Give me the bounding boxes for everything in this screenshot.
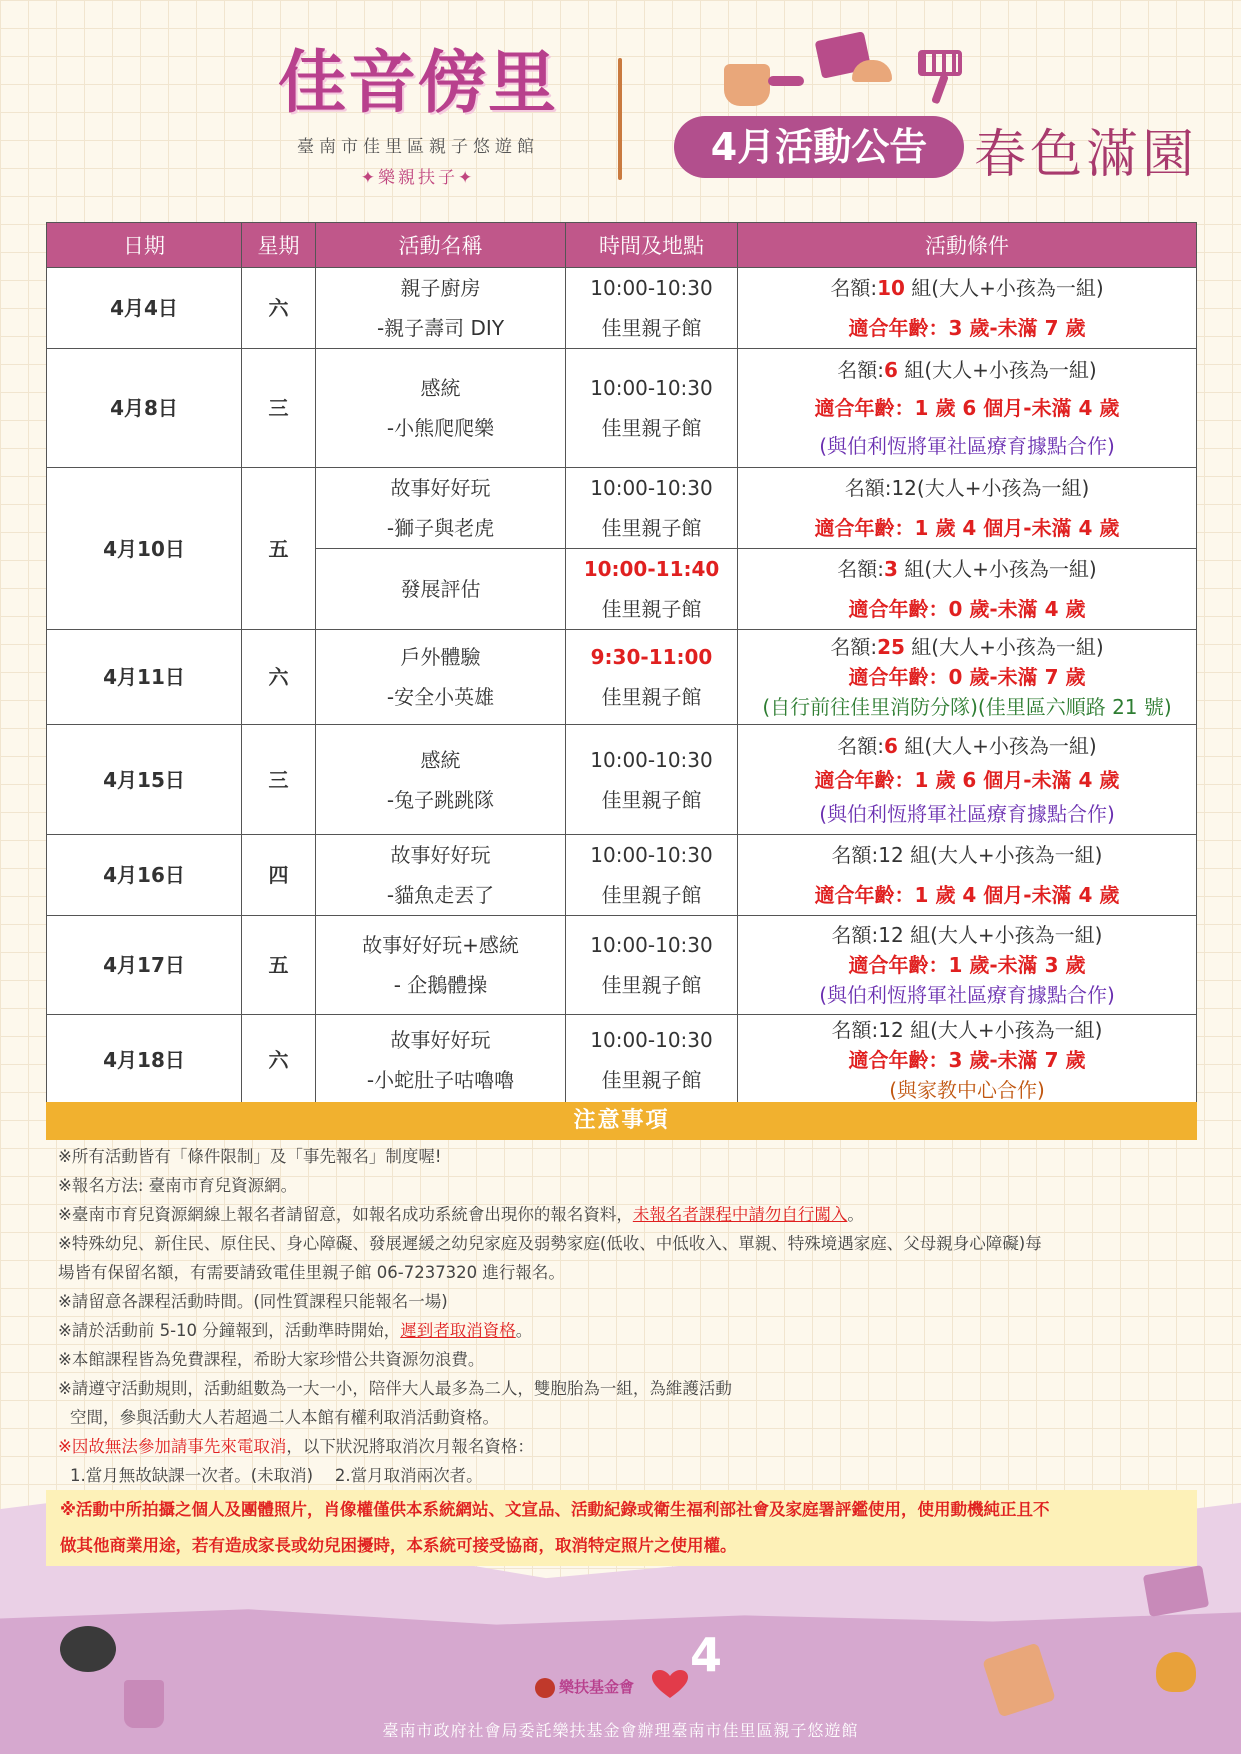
activity-cell: 戶外體驗 -安全小英雄 (316, 630, 566, 725)
date-cell: 4月11日 (47, 630, 242, 725)
weekday-cell: 六 (242, 268, 316, 349)
logo-tagline: ✦樂親扶子✦ (360, 168, 476, 188)
activity-cell: 發展評估 (316, 549, 566, 630)
note-item: ※請於活動前 5-10 分鐘報到，活動準時開始，遲到者取消資格。 (58, 1321, 533, 1340)
header-date: 日期 (47, 223, 242, 268)
activity-cell: 感統 -小熊爬爬樂 (316, 349, 566, 468)
date-cell: 4月18日 (47, 1015, 242, 1106)
time-place-cell: 10:00-10:30 佳里親子館 (566, 835, 738, 916)
date-cell: 4月16日 (47, 835, 242, 916)
table-row (47, 725, 1197, 835)
time-place-cell: 10:00-10:30 佳里親子館 (566, 268, 738, 349)
logo-title: 佳音傍里 (277, 44, 558, 123)
logo-subtitle: 臺南市佳里區親子悠遊館 (297, 137, 539, 157)
activity-cell: 親子廚房 -親子壽司 DIY (316, 268, 566, 349)
logo (268, 44, 568, 188)
conditions-cell: 名額:12 組(大人+小孩為一組) 適合年齡：1 歲 4 個月-未滿 4 歲 (738, 835, 1197, 916)
header-weekday: 星期 (242, 223, 316, 268)
photo-rights-notice: ※活動中所拍攝之個人及團體照片，肖像權僅供本系統網站、文宣品、活動紀錄或衛生福利部社會及家庭署評鑑使用，使用動機純正且不 做其他商業用途，若有造成家長或幼兒困擾時，本系統可接受協商，取消特定照片之使用權。 (46, 1490, 1197, 1566)
conditions-cell: 名額:25 組(大人+小孩為一組) 適合年齡：0 歲-未滿 7 歲 (自行前往佳里消防分隊)(佳里區六順路 21 號) (738, 630, 1197, 725)
header-divider (618, 58, 622, 180)
conditions-cell: 名額:6 組(大人+小孩為一組) 適合年齡：1 歲 6 個月-未滿 4 歲 (與伯利恆將軍社區療育據點合作) (738, 725, 1197, 835)
date-cell: 4月8日 (47, 349, 242, 468)
sponsor-logo: 樂扶基金會 (535, 1676, 634, 1698)
note-item: ※本館課程皆為免費課程，希盼大家珍惜公共資源勿浪費。 (58, 1350, 485, 1369)
table-header-row (47, 223, 1197, 268)
note-item: ※請遵守活動規則，活動組數為一大一小，陪伴大人最多為二人，雙胞胎為一組，為維護活動 空間，參與活動大人若超過二人本館有權利取消活動資格。 (58, 1379, 732, 1427)
activity-cell: 故事好好玩+感統 - 企鵝體操 (316, 916, 566, 1015)
time-place-cell: 10:00-10:30 佳里親子館 (566, 916, 738, 1015)
time-place-cell: 10:00-11:40 佳里親子館 (566, 549, 738, 630)
table-row (47, 468, 1197, 549)
activity-cell: 故事好好玩 -小蛇肚子咕嚕嚕 (316, 1015, 566, 1106)
note-item: 1.當月無故缺課一次者。(未取消) 2.當月取消兩次者。 (70, 1466, 483, 1485)
sponsor-logo-icon (535, 1678, 555, 1698)
date-cell: 4月17日 (47, 916, 242, 1015)
theme-title: 春色滿園 (974, 125, 1199, 185)
time-place-cell: 10:00-10:30 佳里親子館 (566, 349, 738, 468)
conditions-cell: 名額:12 組(大人+小孩為一組) 適合年齡：1 歲-未滿 3 歲 (與伯利恆將軍社區療育據點合作) (738, 916, 1197, 1015)
weekday-cell: 五 (242, 916, 316, 1015)
weekday-cell: 四 (242, 835, 316, 916)
rake-icon (918, 50, 962, 100)
weekday-cell: 五 (242, 468, 316, 630)
header-time-place: 時間及地點 (566, 223, 738, 268)
conditions-cell: 名額:12 組(大人+小孩為一組) 適合年齡：3 歲-未滿 7 歲 (與家教中心合作) (738, 1015, 1197, 1106)
time-place-cell: 10:00-10:30 佳里親子館 (566, 468, 738, 549)
activity-cell: 故事好好玩 -獅子與老虎 (316, 468, 566, 549)
date-cell: 4月4日 (47, 268, 242, 349)
table-row (47, 835, 1197, 916)
weekday-cell: 六 (242, 1015, 316, 1106)
page-number: 4 (690, 1628, 723, 1682)
note-item: ※因故無法參加請事先來電取消，以下狀況將取消次月報名資格： (58, 1437, 534, 1456)
sand-pile-icon (852, 60, 892, 82)
mascot-icon (1156, 1652, 1196, 1692)
pot-handle-icon (768, 76, 804, 86)
time-place-cell: 10:00-10:30 佳里親子館 (566, 1015, 738, 1106)
table-row (47, 630, 1197, 725)
note-item: ※請留意各課程活動時間。(同性質課程只能報名一場) (58, 1292, 448, 1311)
note-item: ※所有活動皆有「條件限制」及「事先報名」制度喔! (58, 1147, 442, 1166)
mascot-icon (60, 1626, 116, 1672)
notes-title: 注意事項 (46, 1102, 1197, 1140)
date-cell: 4月10日 (47, 468, 242, 630)
conditions-cell: 名額:3 組(大人+小孩為一組) 適合年齡：0 歲-未滿 4 歲 (738, 549, 1197, 630)
weekday-cell: 三 (242, 349, 316, 468)
table-row (47, 349, 1197, 468)
weekday-cell: 三 (242, 725, 316, 835)
header-conditions: 活動條件 (738, 223, 1197, 268)
table-row (47, 268, 1197, 349)
conditions-cell: 名額:12(大人+小孩為一組) 適合年齡：1 歲 4 個月-未滿 4 歲 (738, 468, 1197, 549)
pot-icon (724, 64, 770, 106)
time-place-cell: 9:30-11:00 佳里親子館 (566, 630, 738, 725)
conditions-cell: 名額:10 組(大人+小孩為一組) 適合年齡：3 歲-未滿 7 歲 (738, 268, 1197, 349)
notes-list (58, 1142, 1188, 1490)
footer-text: 臺南市政府社會局委託樂扶基金會辦理臺南市佳里區親子悠遊館 (382, 1721, 859, 1740)
notice-label: 4月活動公告 (674, 116, 964, 178)
table-row (47, 1015, 1197, 1106)
note-item: ※特殊幼兒、新住民、原住民、身心障礙、發展遲緩之幼兒家庭及弱勢家庭(低收、中低收入、單親、特殊境遇家庭、父母親身心障礙)每 場皆有保留名額，有需要請致電佳里親子館 06-7237320 進行報名。 (58, 1234, 1042, 1282)
time-place-cell: 10:00-10:30 佳里親子館 (566, 725, 738, 835)
note-item: ※臺南市育兒資源網線上報名者請留意，如報名成功系統會出現你的報名資料，未報名者課程中請勿自行闖入。 (58, 1205, 864, 1224)
schedule-table (46, 222, 1197, 1106)
heart-logo-icon (652, 1670, 688, 1700)
weekday-cell: 六 (242, 630, 316, 725)
activity-cell: 故事好好玩 -貓魚走丟了 (316, 835, 566, 916)
conditions-cell: 名額:6 組(大人+小孩為一組) 適合年齡：1 歲 6 個月-未滿 4 歲 (與伯利恆將軍社區療育據點合作) (738, 349, 1197, 468)
activity-cell: 感統 -兔子跳跳隊 (316, 725, 566, 835)
header-activity: 活動名稱 (316, 223, 566, 268)
table-row (47, 916, 1197, 1015)
date-cell: 4月15日 (47, 725, 242, 835)
note-item: ※報名方法: 臺南市育兒資源網。 (58, 1176, 298, 1195)
